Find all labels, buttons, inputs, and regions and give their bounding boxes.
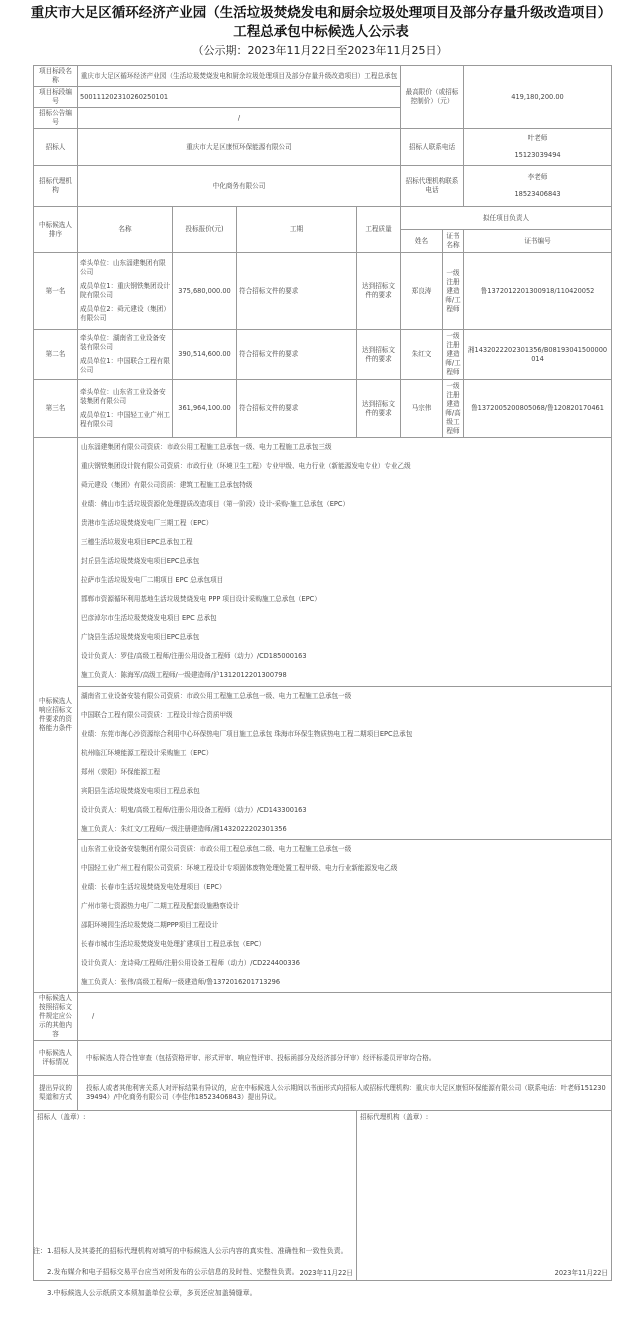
construction-period: 符合招标文件的要求 bbox=[237, 253, 357, 330]
qualification-line: 邯郸市资源循环利用基地生活垃圾焚烧发电 PPP 项目设计采购施工总承包（EPC） bbox=[81, 595, 321, 603]
qualification-line: 贵港市生活垃圾焚烧发电厂三期工程（EPC） bbox=[81, 519, 213, 527]
project-code-value: 500111202310260250101 bbox=[78, 87, 401, 108]
quality: 达到招标文件的要求 bbox=[357, 253, 401, 330]
member-unit: 成员单位2：舜元建设（集团）有限公司 bbox=[80, 305, 170, 322]
header-name: 名称 bbox=[78, 207, 173, 253]
qualification-line: 郑州（荥阳）环保能源工程 bbox=[81, 768, 161, 776]
qualification-group-3 bbox=[78, 840, 612, 993]
qualification-line: 广饶县生活垃圾焚烧发电项目EPC总承包 bbox=[81, 633, 200, 641]
project-name-label: 项目标段名称 bbox=[34, 66, 78, 87]
quality: 达到招标文件的要求 bbox=[357, 330, 401, 380]
tenderer-contact-phone: 15123039494 bbox=[514, 151, 561, 159]
qualification-group-2 bbox=[78, 687, 612, 840]
agency-value: 中化商务有限公司 bbox=[78, 166, 401, 207]
cert-name: 一级注册建造师/工程师 bbox=[443, 330, 464, 380]
notice-number-label: 招标公告编号 bbox=[34, 108, 78, 129]
agency-contact-name: 李老师 bbox=[527, 173, 548, 181]
tenderer-contact bbox=[464, 129, 612, 166]
qualification-line: 杭州临江环境能源工程设计采购施工（EPC） bbox=[81, 749, 213, 757]
qualification-line: 广州市第七资源热力电厂二期工程及配套设施勘察设计 bbox=[81, 902, 240, 910]
qualification-line: 三穗生活垃圾发电项目EPC总承包工程 bbox=[81, 538, 193, 546]
qualification-line: 业绩：佛山市生活垃圾资源化处理提质改造项目（第一阶段）设计-采购-施工总承包（EPC） bbox=[81, 500, 350, 508]
other-content-value: / bbox=[78, 993, 612, 1041]
qualification-line: 中国轻工业广州工程有限公司资质：环境工程设计专项固体废物处理处置工程甲级、电力行业新能源发电乙级 bbox=[81, 864, 398, 872]
agency-seal-date: 2023年11月22日 bbox=[554, 1269, 609, 1277]
construction-period: 符合招标文件的要求 bbox=[237, 380, 357, 438]
qualification-line: 施工负责人：朱红文/工程师/一级注册建造师/湘1432022202301356 bbox=[81, 825, 287, 833]
tenderer-seal-date: 2023年11月22日 bbox=[299, 1269, 353, 1277]
agency-contact bbox=[464, 166, 612, 207]
header-rank: 中标候选人排序 bbox=[34, 207, 78, 253]
footnote-1: 注：1.招标人及其委托的招标代理机构对填写的中标候选人公示内容的真实性、准确性和一致性负责。 bbox=[33, 1247, 348, 1255]
header-manager: 拟任项目负责人 bbox=[401, 207, 612, 230]
qualification-line: 宾阳县生活垃圾焚烧发电项目工程总承包 bbox=[81, 787, 200, 795]
manager-name: 马宗伟 bbox=[401, 380, 443, 438]
qualification-label: 中标候选人响应招标文件要求的资格能力条件 bbox=[34, 438, 78, 993]
qualification-line: 重庆钢铁集团设计院有限公司资质：市政行业（环境卫生工程）专业甲级、电力行业（新能源发电专业）专业乙级 bbox=[81, 462, 411, 470]
qualification-line: 设计负责人：明鬼/高级工程师/注册公用设备工程师（动力）/CD143300163 bbox=[81, 806, 307, 814]
bid-price: 375,680,000.00 bbox=[173, 253, 237, 330]
qualification-group-1 bbox=[78, 438, 612, 687]
tenderer-label: 招标人 bbox=[34, 129, 78, 166]
agency-seal-label: 招标代理机构（盖章）: bbox=[360, 1113, 429, 1121]
bid-price: 390,514,600.00 bbox=[173, 330, 237, 380]
notice-number-value: / bbox=[78, 108, 401, 129]
other-content-label: 中标候选人按照招标文件规定应公示的其他内容 bbox=[34, 993, 78, 1041]
rank: 第一名 bbox=[34, 253, 78, 330]
lead-unit: 牵头单位：湖南省工业设备安装有限公司 bbox=[80, 334, 166, 351]
qualification-line: 业绩：长春市生活垃圾焚烧发电处理项目（EPC） bbox=[81, 883, 226, 891]
candidate-name bbox=[78, 380, 173, 438]
tenderer-seal-label: 招标人（盖章）: bbox=[37, 1113, 86, 1121]
tenderer-contact-name: 叶老师 bbox=[527, 134, 548, 142]
review-value: 中标候选人符合性审查（包括资格评审、形式评审、响应性评审、投标函部分及经济部分评审）经评标委员评审均合格。 bbox=[78, 1041, 612, 1076]
qualification-line: 设计负责人：罗佳/高级工程师/注册公用设备工程师（动力）/CD185000163 bbox=[81, 652, 307, 660]
max-price-value: 419,180,200.00 bbox=[464, 66, 612, 129]
project-code-label: 项目标段编号 bbox=[34, 87, 78, 108]
table-row bbox=[34, 380, 612, 438]
rank: 第二名 bbox=[34, 330, 78, 380]
page-title: 重庆市大足区循环经济产业园（生活垃圾焚烧发电和厨余垃圾处理项目及部分存量升级改造项目）工程总承包中标候选人公示表 bbox=[30, 5, 612, 40]
qualification-line: 山东省工业设备安装集团有限公司资质：市政公用工程总承包二级、电力工程施工总承包一级 bbox=[81, 845, 352, 853]
objection-value: 投标人或者其他利害关系人对评标结果有异议的，应在中标候选人公示期间以书面形式向招标人或招标代理机构：重庆市大足区康恒环保能源有限公司（联系电话：叶老师15123039494）/中化商务有限公司（李佳伟18523406843）提出异议。 bbox=[78, 1076, 612, 1111]
manager-name: 郑良涛 bbox=[401, 253, 443, 330]
project-name-value: 重庆市大足区循环经济产业园（生活垃圾焚烧发电和厨余垃圾处理项目及部分存量升级改造项目）工程总承包 bbox=[78, 66, 401, 87]
qualification-line: 舜元建设（集团）有限公司资质：建筑工程施工总承包特级 bbox=[81, 481, 253, 489]
header-period: 工期 bbox=[237, 207, 357, 253]
lead-unit: 牵头单位：山东省工业设备安装集团有限公司 bbox=[80, 388, 166, 405]
agency-label: 招标代理机构 bbox=[34, 166, 78, 207]
footnote-2: 2.发布媒介和电子招标交易平台应当对所发布的公示信息的及时性、完整性负责。 bbox=[47, 1268, 299, 1276]
rank: 第三名 bbox=[34, 380, 78, 438]
quality: 达到招标文件的要求 bbox=[357, 380, 401, 438]
cert-number: 湘1432022202301356/B08193041500000014 bbox=[464, 330, 612, 380]
qualification-line: 巴彦淖尔市生活垃圾焚烧发电项目 EPC 总承包 bbox=[81, 614, 217, 622]
qualification-line: 长春市城市生活垃圾焚烧发电处理扩建项目工程总承包（EPC） bbox=[81, 940, 266, 948]
qualification-line: 业绩：东莞市海心沙资源综合利用中心环保热电厂项目施工总承包 珠海市环保生物质热电工程二期项目EPC总承包 bbox=[81, 730, 413, 738]
cert-name: 一级注册建造师/高级工程师 bbox=[443, 380, 464, 438]
agency-contact-phone: 18523406843 bbox=[514, 190, 561, 198]
objection-label: 提出异议的渠道和方式 bbox=[34, 1076, 78, 1111]
table-row bbox=[34, 253, 612, 330]
construction-period: 符合招标文件的要求 bbox=[237, 330, 357, 380]
cert-number: 鲁1372012201300918/110420052 bbox=[464, 253, 612, 330]
max-price-label: 最高限价（或招标控制价）（元） bbox=[401, 66, 464, 129]
member-unit: 成员单位1：重庆钢铁集团设计院有限公司 bbox=[80, 282, 170, 299]
header-price: 投标报价(元) bbox=[173, 207, 237, 253]
qualification-line: 中国联合工程有限公司资质：工程设计综合资质甲级 bbox=[81, 711, 233, 719]
header-cert-no: 证书编号 bbox=[464, 230, 612, 253]
cert-number: 鲁1372005200805068/鲁120820170461 bbox=[464, 380, 612, 438]
footnote-3: 3.中标候选人公示纸质文本须加盖单位公章，多页还应加盖骑缝章。 bbox=[47, 1289, 257, 1297]
qualification-line: 施工负责人：陈海军/高级工程师/一级建造师/沪1312012201300798 bbox=[81, 671, 287, 679]
qualification-line: 邵阳环境园生活垃圾焚烧二期PPP项目工程设计 bbox=[81, 921, 219, 929]
qualification-line: 施工负责人：张伟/高级工程师/一级建造师/鲁1372016201713296 bbox=[81, 978, 281, 986]
header-quality: 工程质量 bbox=[357, 207, 401, 253]
header-cert: 证书名称 bbox=[443, 230, 464, 253]
tenderer-contact-label: 招标人联系电话 bbox=[401, 129, 464, 166]
cert-name: 一级注册建造师/工程师 bbox=[443, 253, 464, 330]
qualification-line: 封丘县生活垃圾焚烧发电项目EPC总承包 bbox=[81, 557, 200, 565]
qualification-line: 拉萨市生活垃圾发电厂二期项目 EPC 总承包项目 bbox=[81, 576, 224, 584]
candidate-name bbox=[78, 330, 173, 380]
qualification-line: 设计负责人：龙诗舜/工程师/注册公用设备工程师（动力）/CD224400336 bbox=[81, 959, 300, 967]
manager-name: 朱红文 bbox=[401, 330, 443, 380]
qualification-line: 湖南省工业设备安装有限公司资质：市政公用工程施工总承包一级、电力工程施工总承包一级 bbox=[81, 692, 352, 700]
bid-price: 361,964,100.00 bbox=[173, 380, 237, 438]
qualification-line: 山东淄建集团有限公司资质：市政公用工程施工总承包一级、电力工程施工总承包三级 bbox=[81, 443, 332, 451]
lead-unit: 牵头单位：山东淄建集团有限公司 bbox=[80, 259, 166, 276]
candidate-name bbox=[78, 253, 173, 330]
candidate-table bbox=[33, 65, 612, 1281]
review-label: 中标候选人评标情况 bbox=[34, 1041, 78, 1076]
footnotes bbox=[33, 1244, 613, 1307]
member-unit: 成员单位1：中国轻工业广州工程有限公司 bbox=[80, 411, 170, 428]
member-unit: 成员单位1：中国联合工程有限公司 bbox=[80, 357, 170, 374]
tenderer-value: 重庆市大足区康恒环保能源有限公司 bbox=[78, 129, 401, 166]
table-row bbox=[34, 330, 612, 380]
agency-contact-label: 招标代理机构联系电话 bbox=[401, 166, 464, 207]
header-person: 姓名 bbox=[401, 230, 443, 253]
notice-period: （公示期：2023年11月22日至2023年11月25日） bbox=[192, 44, 448, 57]
